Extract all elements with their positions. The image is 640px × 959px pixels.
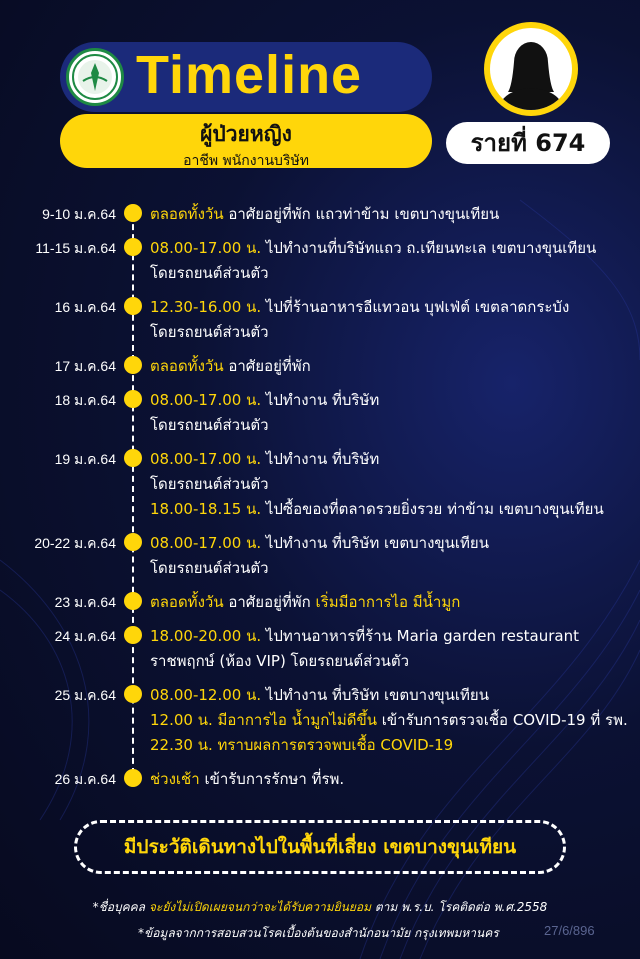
timeline-text: ไปทานอาหารที่ร้าน Maria garden restaurant: [261, 627, 579, 645]
timeline-dot: [124, 238, 142, 256]
timeline-text: เข้ารับการรักษา ที่รพ.: [199, 770, 345, 788]
timeline-entry-line: [150, 683, 489, 707]
timeline-entry-line: [150, 733, 453, 757]
timeline-text: โดยรถยนต์ส่วนตัว: [150, 416, 269, 434]
timeline-entry-line: [150, 236, 596, 260]
timeline-date: 18 ม.ค.64: [54, 392, 116, 408]
risk-area-banner: มีประวัติเดินทางไปในพื้นที่เสี่ยง เขตบางขุนเทียน: [74, 820, 566, 874]
timeline-text: ไปทำงาน ที่บริษัท เขตบางขุนเทียน: [261, 534, 489, 552]
timeline-text: ไปทำงาน ที่บริษัท: [261, 391, 380, 409]
timeline-highlight-text: ตลอดทั้งวัน: [150, 593, 224, 611]
timeline-highlight-text: 22.30 น. ทราบผลการตรวจพบเชื้อ COVID-19: [150, 736, 454, 754]
bangkok-seal-logo-icon: [66, 48, 124, 106]
timeline-dot: [124, 204, 142, 222]
timeline-text: ไปทำงาน ที่บริษัท เขตบางขุนเทียน: [261, 686, 489, 704]
timeline-highlight-text: ตลอดทั้งวัน: [150, 357, 224, 375]
timeline-text: โดยรถยนต์ส่วนตัว: [150, 264, 269, 282]
page-title: Timeline: [136, 45, 363, 105]
timeline-entry-line: [150, 295, 569, 319]
timeline-entry-line: [150, 767, 344, 791]
timeline-date: 25 ม.ค.64: [54, 687, 116, 703]
timeline-highlight-text: 12.00 น.: [150, 711, 218, 729]
timeline-highlight-text: 18.00-18.15 น.: [150, 500, 262, 518]
patient-occupation: อาชีพ พนักงานบริษัท: [183, 153, 309, 169]
timeline-dot: [124, 356, 142, 374]
timeline-highlight-text: เริ่มมีอาการไอ มีน้ำมูก: [315, 593, 461, 611]
timeline-date: 26 ม.ค.64: [54, 771, 116, 787]
timeline-highlight-text: 18.00-20.00 น.: [150, 627, 262, 645]
timeline-highlight-text: 08.00-17.00 น.: [150, 450, 262, 468]
timeline-text: อาศัยอยู่ที่พัก: [223, 593, 316, 611]
timeline-text: ไปที่ร้านอาหารอีแทวอน บุฟเฟ่ต์ เขตลาดกระบัง: [261, 298, 570, 316]
timeline-entry-line: [150, 413, 269, 437]
timeline-highlight-text: 08.00-12.00 น.: [150, 686, 262, 704]
timeline-highlight-text: มีอาการไอ น้ำมูกไม่ดีขึ้น: [217, 711, 378, 729]
timeline-dot: [124, 533, 142, 551]
source-note: *ข้อมูลจากการสอบสวนโรคเบื้องต้นของสำนักอนามัย กรุงเทพมหานคร: [138, 926, 499, 940]
timeline-highlight-text: 08.00-17.00 น.: [150, 239, 262, 257]
timeline-highlight-text: 12.30-16.00 น.: [150, 298, 262, 316]
timeline-dot: [124, 626, 142, 644]
timeline-date: 20-22 ม.ค.64: [34, 535, 116, 551]
timeline-text: ไปทำงาน ที่บริษัท: [261, 450, 380, 468]
timeline-date: 17 ม.ค.64: [54, 358, 116, 374]
timeline-entry-line: [150, 261, 269, 285]
case-number-badge: รายที่ 674: [446, 122, 610, 164]
timeline-text: โดยรถยนต์ส่วนตัว: [150, 323, 269, 341]
timeline-entry-line: [150, 472, 269, 496]
timeline-text: อาศัยอยู่ที่พัก แถวท่าข้าม เขตบางขุนเทียน: [223, 205, 500, 223]
timeline-entry-line: [150, 388, 379, 412]
timeline-text: โดยรถยนต์ส่วนตัว: [150, 475, 269, 493]
timeline-dot: [124, 297, 142, 315]
timeline-date: 9-10 ม.ค.64: [42, 206, 116, 222]
timeline-text: ไปซื้อของที่ตลาดรวยยิ่งรวย ท่าข้าม เขตบางขุนเทียน: [261, 500, 604, 518]
privacy-note: [0, 898, 640, 917]
timeline-dot: [124, 449, 142, 467]
timeline-text: เข้ารับการตรวจเชื้อ COVID-19 ที่ รพ.: [377, 711, 628, 729]
timeline-entry-line: [150, 497, 604, 521]
timeline-highlight-text: 08.00-17.00 น.: [150, 534, 262, 552]
timeline-entry-line: [150, 320, 269, 344]
timeline-text: ราชพฤกษ์ (ห้อง VIP) โดยรถยนต์ส่วนตัว: [150, 652, 410, 670]
timeline-dot: [124, 592, 142, 610]
timeline-entry-line: [150, 624, 579, 648]
timeline-entry-line: [150, 708, 628, 732]
timeline-entry-line: [150, 556, 269, 580]
privacy-note-suffix: ตาม พ.ร.บ. โรคติดต่อ พ.ศ.2558: [371, 900, 548, 914]
timeline-entry-line: [150, 447, 379, 471]
timeline-dot: [124, 390, 142, 408]
timeline-text: ไปทำงานที่บริษัทแถว ถ.เทียนทะเล เขตบางขุนเทียน: [261, 239, 597, 257]
timeline-entry-line: [150, 354, 311, 378]
timeline-date: 23 ม.ค.64: [54, 594, 116, 610]
timeline-entry-line: [150, 531, 489, 555]
timeline-date: 11-15 ม.ค.64: [35, 240, 116, 256]
timeline-dot: [124, 769, 142, 787]
timeline-date: 16 ม.ค.64: [54, 299, 116, 315]
patient-info-pill: [60, 114, 432, 168]
privacy-note-highlight: จะยังไม่เปิดเผยจนกว่าจะได้รับความยินยอม: [148, 900, 371, 914]
timeline-entry-line: [150, 649, 409, 673]
privacy-note-prefix: *ชื่อบุคคล: [92, 900, 149, 914]
timeline-entry-line: [150, 590, 460, 614]
timeline-entry-line: [150, 202, 499, 226]
patient-title: ผู้ป่วยหญิง: [200, 122, 292, 146]
female-silhouette-icon: [484, 22, 578, 116]
document-code: 27/6/896: [544, 923, 595, 938]
timeline-highlight-text: ตลอดทั้งวัน: [150, 205, 224, 223]
timeline-date: 19 ม.ค.64: [54, 451, 116, 467]
timeline-date: 24 ม.ค.64: [54, 628, 116, 644]
timeline-dot: [124, 685, 142, 703]
timeline-text: อาศัยอยู่ที่พัก: [223, 357, 311, 375]
timeline-text: โดยรถยนต์ส่วนตัว: [150, 559, 269, 577]
timeline-highlight-text: ช่วงเช้า: [150, 770, 200, 788]
timeline-highlight-text: 08.00-17.00 น.: [150, 391, 262, 409]
